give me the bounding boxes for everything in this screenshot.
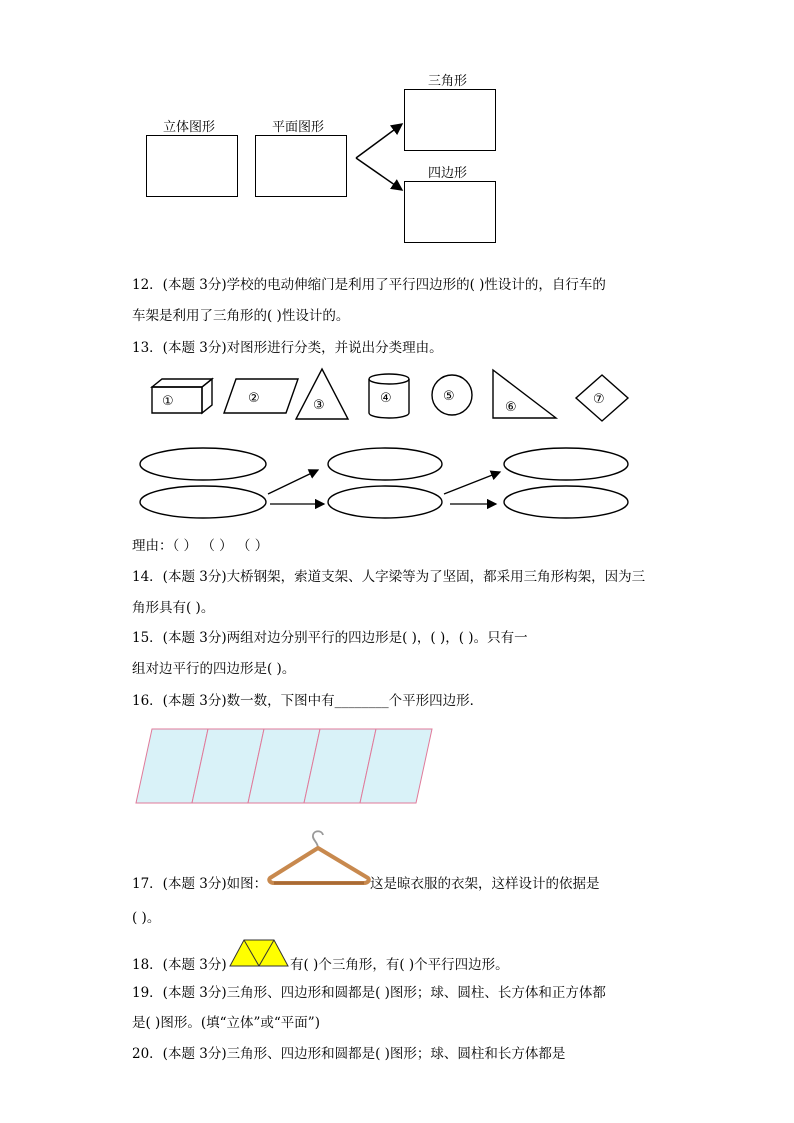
branch-arrows [340, 110, 420, 200]
solid-shape-box[interactable] [146, 135, 238, 197]
classification-ovals[interactable] [136, 442, 636, 524]
shape-label-7: ⑦ [593, 392, 605, 407]
shape-label-5: ⑤ [443, 389, 455, 404]
question-13-reason: 理由：（ ） （ ） （ ） [132, 538, 269, 554]
question-14-line1: 14．(本题 3分)大桥钢架，索道支架、人字梁等为了坚固，都采用三角形构架，因为三 [132, 569, 646, 585]
question-12-line1: 12．(本题 3分)学校的电动伸缩门是利用了平行四边形的( )性设计的，自行车的 [132, 277, 606, 293]
question-20-line1: 20．(本题 3分)三角形、四边形和圆都是( )图形；球、圆柱和长方体都是 [132, 1046, 566, 1062]
right-triangle-shape [493, 370, 556, 418]
triangle-shape [296, 369, 348, 419]
question-17-line2: ( )。 [132, 910, 161, 926]
cuboid-shape [152, 379, 212, 413]
question-17-suffix: 这是晾衣服的衣架，这样设计的依据是 [370, 876, 600, 892]
cylinder-shape [369, 374, 409, 418]
question-13: 13．(本题 3分)对图形进行分类，并说出分类理由。 [132, 340, 443, 356]
question-19-line2: 是( )图形。(填“立体”或“平面”) [132, 1015, 320, 1031]
plane-shape-label: 平面图形 [272, 120, 325, 135]
question-15-line1: 15．(本题 3分)两组对边分别平行的四边形是( )，( )，( )。只有一 [132, 630, 528, 646]
shape-label-1: ① [162, 394, 174, 409]
question-18-prefix: 18．(本题 3分) [132, 957, 227, 973]
question-15-line2: 组对边平行的四边形是( )。 [132, 661, 296, 677]
quadrilateral-label: 四边形 [428, 166, 468, 181]
question-14-line2: 角形具有( )。 [132, 600, 215, 616]
clothes-hanger-icon [266, 828, 372, 888]
question-19-line1: 19．(本题 3分)三角形、四边形和圆都是( )图形；球、圆柱、长方体和正方体都 [132, 985, 606, 1001]
shape-label-2: ② [248, 391, 260, 406]
question-17-prefix: 17．(本题 3分)如图： [132, 876, 268, 892]
question-16: 16．(本题 3分)数一数，下图中有________个平形四边形． [132, 693, 484, 709]
parallelogram-strip [134, 727, 436, 805]
question-18-suffix: 有( )个三角形，有( )个平行四边形。 [290, 957, 509, 973]
plane-shape-box[interactable] [255, 135, 347, 197]
shape-label-4: ④ [380, 391, 392, 406]
circle-shape [432, 375, 472, 415]
shape-label-6: ⑥ [505, 400, 517, 415]
shape-label-3: ③ [313, 398, 325, 413]
question-12-line2: 车架是利用了三角形的( )性设计的。 [132, 308, 350, 324]
square-rotated-shape [576, 375, 628, 421]
triangle-label: 三角形 [428, 74, 468, 89]
solid-shape-label: 立体图形 [163, 120, 216, 135]
trapezoid-triangles-figure [228, 938, 290, 968]
shapes-row [140, 365, 640, 425]
parallelogram-shape [224, 379, 298, 413]
